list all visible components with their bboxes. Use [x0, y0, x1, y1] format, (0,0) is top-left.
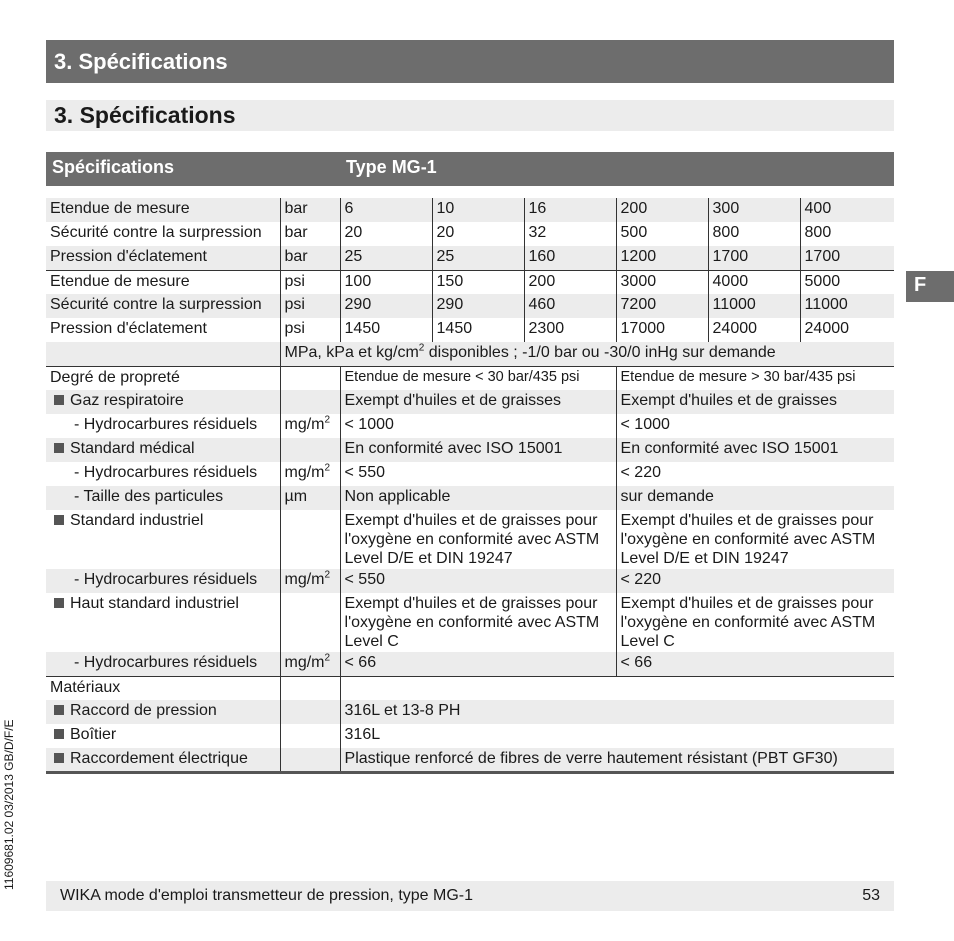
table-row: Gaz respiratoire Exempt d'huiles et de graisses Exempt d'huiles et de graisses [46, 390, 894, 414]
table-row: Haut standard industriel Exempt d'huiles et de graisses pour l'oxygène en conformité avec ASTM Level C Exempt d'huiles et de graisses pour l'oxygène en conformité avec ASTM Level C [46, 593, 894, 652]
table-row: - Hydrocarbures résiduels $mg/m^2$ < 550 < 220 [46, 569, 894, 593]
table-row: Raccordement électrique Plastique renforcé de fibres de verre hautement résistant (PBT GF30) [46, 748, 894, 772]
header-bar [46, 40, 894, 83]
language-tab [906, 271, 954, 302]
bullet-icon [54, 729, 64, 739]
bullet-icon [54, 443, 64, 453]
table-row: Standard industriel Exempt d'huiles et de graisses pour l'oxygène en conformité avec ASTM Level D/E et DIN 19247 Exempt d'huiles et de graisses pour l'oxygène en conformité avec ASTM Level D/E et DIN 19247 [46, 510, 894, 569]
table-row: Pression d'éclatement bar 25 25 160 1200 1700 1700 [46, 246, 894, 270]
specifications-table [46, 152, 894, 774]
table-row: Etendue de mesure bar 6 10 16 200 300 400 [46, 198, 894, 222]
table-row: Degré de propreté Etendue de mesure < 30 bar/435 psi Etendue de mesure > 30 bar/435 psi [46, 366, 894, 390]
table-row: Raccord de pression 316L et 13-8 PH [46, 700, 894, 724]
page-number: 53 [862, 887, 880, 904]
units-note: MPa, kPa et $kg/cm^2$ disponibles ; -1/0 bar ou -30/0 inHg sur demande [280, 342, 894, 366]
bullet-icon [54, 515, 64, 525]
bullet-icon [54, 598, 64, 608]
table-row: - Taille des particules µm Non applicable sur demande [46, 486, 894, 510]
table-row: Boîtier 316L [46, 724, 894, 748]
header-bar-title: 3. Spécifications [54, 49, 228, 74]
footer-text: WIKA mode d'emploi transmetteur de pression, type MG-1 [60, 887, 474, 904]
page-footer [46, 881, 894, 911]
table-row: Sécurité contre la surpression psi 290 290 460 7200 11000 11000 [46, 294, 894, 318]
table-header-row [46, 152, 894, 186]
bullet-icon [54, 705, 64, 715]
table-row: Sécurité contre la surpression bar 20 20 32 500 800 800 [46, 222, 894, 246]
section-title-bar [46, 100, 894, 131]
table-row: Pression d'éclatement psi 1450 1450 2300 17000 24000 24000 [46, 318, 894, 342]
table-row: Etendue de mesure psi 100 150 200 3000 4000 5000 [46, 270, 894, 294]
header-type: Type MG-1 [340, 152, 894, 186]
bullet-icon [54, 753, 64, 763]
table-row: - Hydrocarbures résiduels $mg/m^2$ < 550 < 220 [46, 462, 894, 486]
section-title: 3. Spécifications [54, 102, 236, 128]
table-row: Standard médical En conformité avec ISO 15001 En conformité avec ISO 15001 [46, 438, 894, 462]
table-row: Matériaux [46, 676, 894, 700]
table-row [46, 342, 894, 366]
document-code: 11609681.02 03/2013 GB/D/F/E [2, 719, 16, 890]
table-row: - Hydrocarbures résiduels $mg/m^2$ < 66 < 66 [46, 652, 894, 676]
language-tab-label: F [914, 274, 927, 296]
header-specifications: Spécifications [46, 152, 340, 186]
table-row: - Hydrocarbures résiduels $mg/m^2$ < 1000 < 1000 [46, 414, 894, 438]
bullet-icon [54, 395, 64, 405]
